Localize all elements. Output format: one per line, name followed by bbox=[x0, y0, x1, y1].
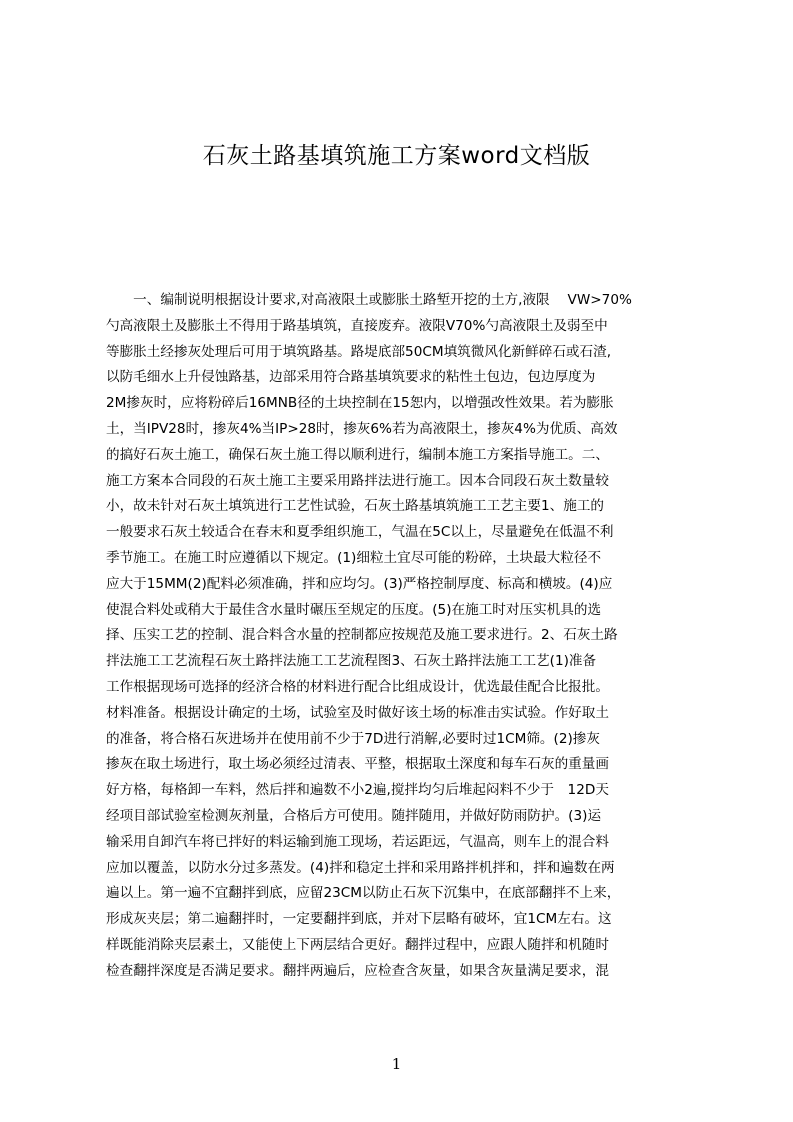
body-line: 应加以覆盖，以防水分过多蒸发。(4)拌和稳定土拌和采用路拌机拌和，拌和遍数在两 bbox=[106, 859, 615, 876]
body-line: 勺高液限土及膨胀土不得用于路基填筑，直接废弃。液限V70%勺高液限土及弱至中 bbox=[106, 317, 608, 334]
body-line: 拌法施工工艺流程石灰土路拌法施工工艺流程图3、石灰土路拌法施工工艺(1)准备 bbox=[106, 653, 597, 670]
body-line: 使混合料处或稍大于最佳含水量时碾压至规定的压度。(5)在施工时对压实机具的选 bbox=[106, 601, 602, 618]
body-line: 以防毛细水上升侵蚀路基，边部采用符合路基填筑要求的粘性土包边，包边厚度为 bbox=[106, 369, 596, 386]
body-line: 掺灰在取土场进行，取土场必须经过清表、平整，根据取土深度和每车石灰的重量画 bbox=[106, 756, 609, 773]
body-line: 土，当IPV28时，掺灰4%当IP>28时，掺灰6%若为高液限土，掺灰4%为优质、高效 bbox=[106, 420, 618, 437]
page-number: 1 bbox=[391, 1055, 402, 1073]
body-line: 好方格，每格卸一车料，然后拌和遍数不小2遍,搅拌均匀后堆起闷料不少于 12D天 bbox=[106, 782, 609, 799]
body-line: 一、编制说明根据设计要求,对高液限土或膨胀土路堑开挖的土方,液限 VW>70% bbox=[106, 292, 632, 308]
body-line: 一般要求石灰土较适合在春末和夏季组织施工，气温在5C以上，尽量避免在低温不利 bbox=[106, 524, 614, 541]
body-line: 输采用自卸汽车将已拌好的料运输到施工现场，若运距远，气温高，则车上的混合料 bbox=[106, 833, 609, 850]
body-line: 季节施工。在施工时应遵循以下规定。(1)细粒土宜尽可能的粉碎，土块最大粒径不 bbox=[106, 549, 602, 566]
body-line: 小，故未针对石灰土填筑进行工艺性试验，石灰土路基填筑施工工艺主要1、施工的 bbox=[106, 498, 605, 515]
body-line: 应大于15MM(2)配料必须准确，拌和应均匀。(3)严格控制厚度、标高和横坡。(4)应 bbox=[106, 575, 613, 592]
body-line: 形成灰夹层；第二遍翻拌时，一定要翻拌到底，并对下层略有破坏，宜1CM左右。这 bbox=[106, 911, 612, 928]
document-body bbox=[106, 288, 698, 985]
body-line: 材料准备。根据设计确定的土场，试验室及时做好该土场的标准击实试验。作好取土 bbox=[106, 704, 609, 721]
body-line: 经项目部试验室检测灰剂量，合格后方可使用。随拌随用，并做好防雨防护。(3)运 bbox=[106, 807, 602, 824]
body-line: 遍以上。第一遍不宜翻拌到底，应留23CM以防止石灰下沉集中，在底部翻拌不上来， bbox=[106, 885, 621, 902]
body-line: 的准备，将合格石灰进场并在使用前不少于7D进行消解,必要时过1CM筛。(2)掺灰 bbox=[106, 730, 600, 747]
body-line: 择、压实工艺的控制、混合料含水量的控制都应按规范及施工要求进行。2、石灰土路 bbox=[106, 627, 618, 644]
body-line: 检查翻拌深度是否满足要求。翻拌两遍后，应检查含灰量，如果含灰量满足要求，混 bbox=[106, 962, 609, 979]
document-title: 石灰土路基填筑施工方案word文档版 bbox=[202, 143, 591, 169]
body-line: 等膨胀土经掺灰处理后可用于填筑路基。路堤底部50CM填筑微风化新鲜碎石或石渣, bbox=[106, 343, 612, 360]
body-line: 2M掺灰时，应将粉碎后16MNB径的土块控制在15恕内，以增强改性效果。若为膨胀 bbox=[106, 395, 614, 412]
body-line: 工作根据现场可选择的经济合格的材料进行配合比组成设计，优选最佳配合比报批。 bbox=[106, 678, 609, 695]
body-line: 的搞好石灰土施工，确保石灰土施工得以顺利进行，编制本施工方案指导施工。二、 bbox=[106, 446, 609, 463]
body-line: 施工方案本合同段的石灰土施工主要采用路拌法进行施工。因本合同段石灰土数量较 bbox=[106, 472, 609, 489]
body-line: 样既能消除夹层素土，又能使上下两层结合更好。翻拌过程中，应跟人随拌和机随时 bbox=[106, 936, 609, 953]
